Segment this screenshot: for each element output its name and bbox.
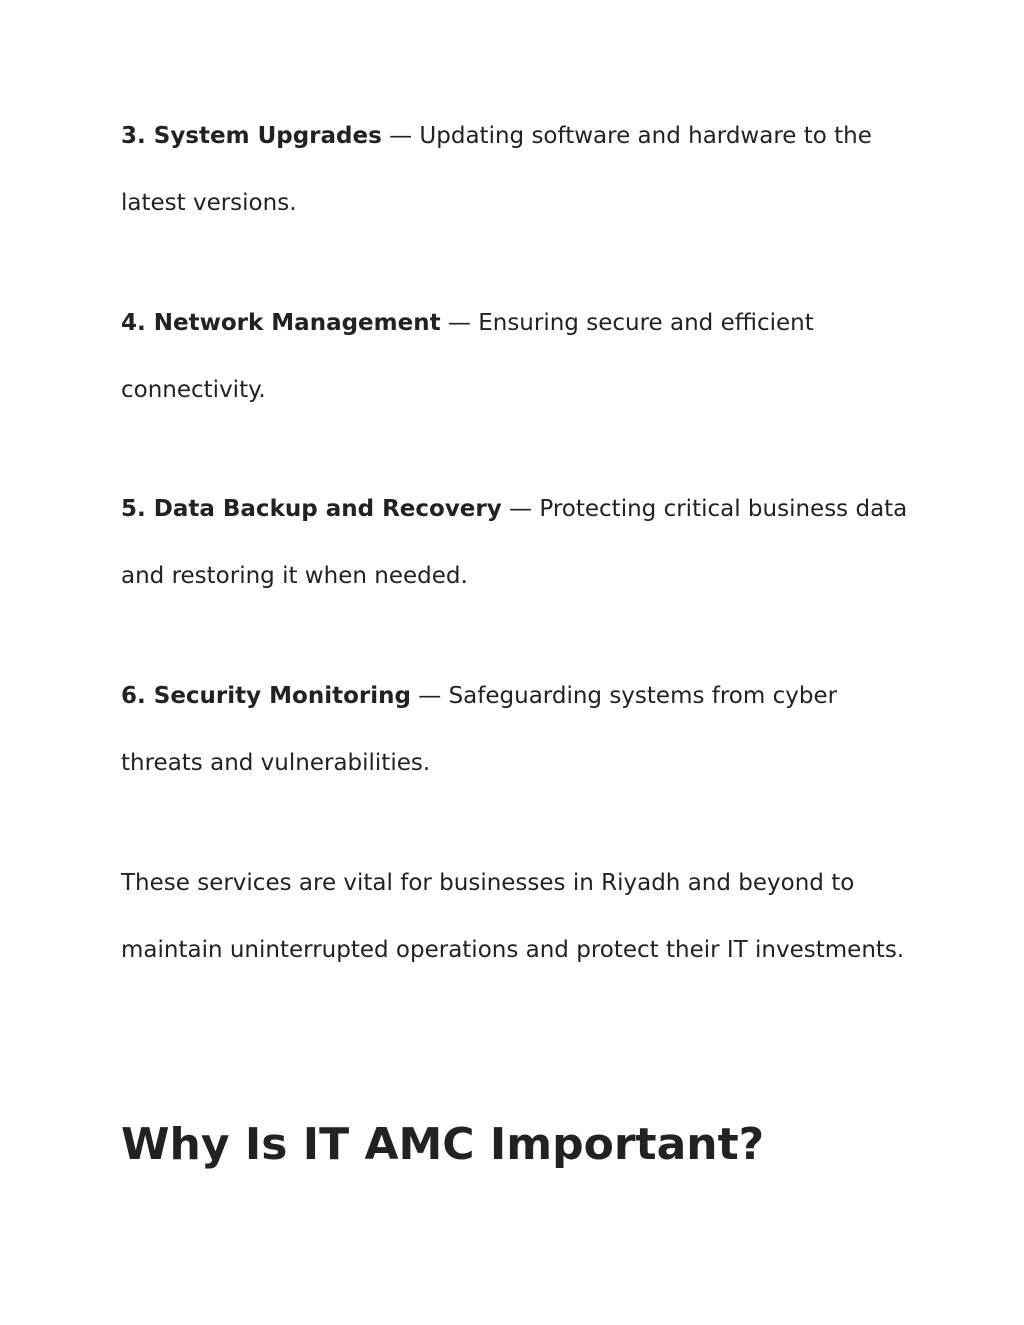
list-item-security-monitoring [121, 663, 911, 797]
item-text: Updating software and hardware to the latest versions. [121, 123, 872, 216]
item-title: 3. System Upgrades [121, 123, 382, 149]
item-title: 6. Security Monitoring [121, 683, 411, 709]
item-separator: — [440, 310, 479, 336]
item-text: Protecting critical business data and restoring it when needed. [121, 496, 908, 589]
section-heading: Why Is IT AMC Important? [121, 1119, 765, 1170]
item-text: Ensuring secure and efficient connectivity. [121, 310, 814, 403]
item-separator: — [381, 123, 420, 149]
list-item-data-backup [121, 476, 911, 610]
list-item-system-upgrades [121, 103, 911, 237]
item-separator: — [501, 496, 540, 522]
item-text: Safeguarding systems from cyber threats and vulnerabilities. [121, 683, 838, 776]
item-separator: — [410, 683, 449, 709]
item-title: 5. Data Backup and Recovery [121, 496, 502, 522]
summary-paragraph: These services are vital for businesses in Riyadh and beyond to maintain uninterrupted operations and protect their IT investments. [121, 870, 905, 963]
list-item-network-management [121, 290, 911, 424]
item-title: 4. Network Management [121, 310, 441, 336]
